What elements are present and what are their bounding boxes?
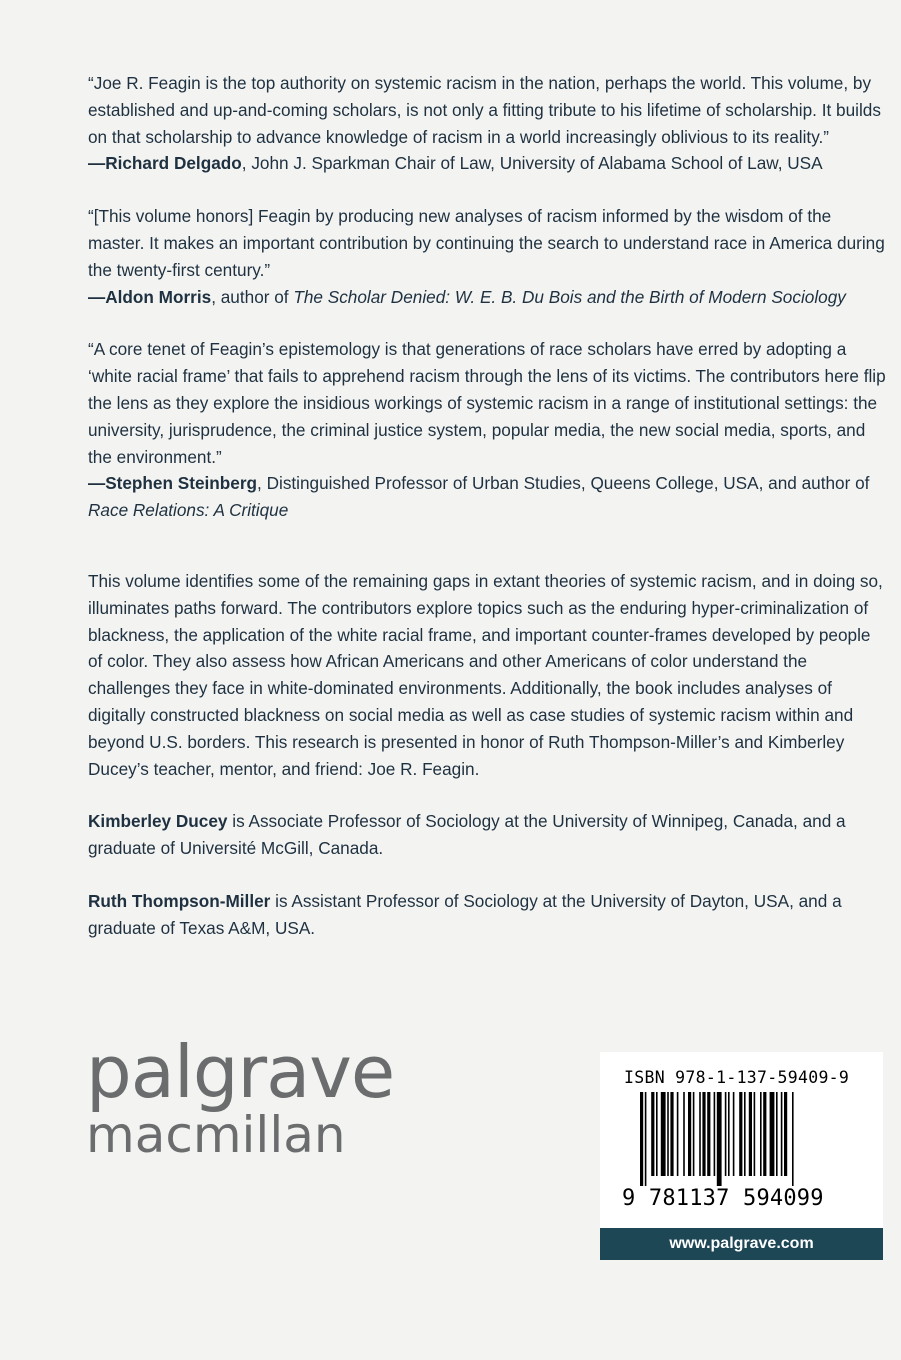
endorsement-quote: [88, 70, 888, 177]
quote-affiliation: , author of: [211, 286, 294, 307]
barcode-bar: [733, 1092, 735, 1176]
barcode-bar: [707, 1092, 710, 1176]
back-cover-text: [88, 70, 888, 968]
barcode-bar: [739, 1092, 742, 1176]
editor-bio-text: is Associate Professor of Sociology at the University of Winnipeg, Canada, and a graduate of Université McGill, Canada.: [88, 811, 846, 859]
quote-attribution: [88, 150, 888, 177]
barcode-bar: [656, 1092, 658, 1176]
barcode-bar: [717, 1092, 722, 1186]
quote-attribution: [88, 284, 888, 311]
barcode-bar: [776, 1092, 778, 1176]
barcode-bar: [640, 1092, 643, 1186]
publisher-logo-line1: palgrave: [86, 1030, 395, 1114]
barcode-bar: [688, 1092, 691, 1176]
barcode-bar: [667, 1092, 669, 1176]
quote-text: “A core tenet of Feagin’s epistemology is that generations of race scholars have erred by adopting a ‘white racial frame’ that fails to apprehend racism through the lens of its victims. The contributors here flip the lens as they explore the insidious workings of systemic racism in a range of institutional settings: the university, jurisprudence, the criminal justice system, popular media, the new social media, sports, and the environment.”: [88, 339, 886, 467]
quote-attribution: [88, 470, 888, 524]
barcode-bar: [725, 1092, 727, 1176]
editor-bio-text: is Assistant Professor of Sociology at the University of Dayton, USA, and a graduate of Texas A&M, USA.: [88, 890, 842, 938]
barcode-bar: [784, 1092, 787, 1176]
barcode-bars: [640, 1092, 850, 1186]
editor-name: Ruth Thompson-Miller: [88, 890, 271, 911]
barcode-bar: [651, 1092, 654, 1176]
barcode-bar: [645, 1092, 647, 1186]
editor-bio: [88, 888, 888, 942]
barcode-bar: [661, 1092, 666, 1176]
quote-work: Race Relations: A Critique: [88, 500, 289, 521]
publisher-logo: [86, 1030, 395, 1164]
barcode-bar: [677, 1092, 679, 1176]
barcode-bar: [770, 1092, 775, 1176]
barcode-bar: [754, 1092, 756, 1176]
barcode-digits: 9 781137 594099: [622, 1186, 824, 1211]
barcode-bar: [714, 1092, 716, 1176]
isbn-barcode: [600, 1052, 883, 1228]
barcode-bar: [760, 1092, 762, 1176]
barcode-bar: [683, 1092, 685, 1176]
isbn-label: ISBN 978-1-137-59409-9: [624, 1068, 850, 1087]
endorsement-quote: [88, 203, 888, 310]
barcode-bar: [702, 1092, 705, 1176]
quote-text: “Joe R. Feagin is the top authority on systemic racism in the nation, perhaps the world. This volume, by established and up-and-coming scholars, is not only a fitting tribute to his lifetime of scholarship. It builds on that scholarship to advance knowledge of racism in a world increasingly oblivious to its reality.”: [88, 73, 881, 147]
quote-affiliation: , John J. Sparkman Chair of Law, University of Alabama School of Law, USA: [241, 153, 823, 174]
publisher-url[interactable]: www.palgrave.com: [600, 1228, 883, 1260]
quote-author: —Stephen Steinberg: [88, 473, 258, 494]
quote-author: —Aldon Morris: [88, 286, 212, 307]
barcode-bar: [728, 1092, 730, 1176]
barcode-bar: [744, 1092, 746, 1176]
barcode-bar: [781, 1092, 783, 1176]
editor-name: Kimberley Ducey: [88, 811, 228, 832]
barcode-bar: [670, 1092, 673, 1176]
barcode-bar: [699, 1092, 701, 1176]
quote-work: The Scholar Denied: W. E. B. Du Bois and the Birth of Modern Sociology: [293, 286, 846, 307]
endorsement-quote: [88, 336, 888, 524]
barcode-bar: [749, 1092, 752, 1176]
barcode-bar: [792, 1092, 794, 1186]
book-description: [88, 568, 888, 782]
quote-text: “[This volume honors] Feagin by producing new analyses of racism informed by the wisdom of the master. It makes an important contribution by continuing the search to understand race in America during the twenty-first century.”: [88, 206, 885, 280]
barcode-bar: [763, 1092, 766, 1176]
book-description-text: This volume identifies some of the remaining gaps in extant theories of systemic racism, and in doing so, illuminates paths forward. The contributors explore topics such as the enduring hyper-criminalization of blackness, the application of the white racial frame, and important counter-frames developed by people of color. They also assess how African Americans and other Americans of color understand the challenges they face in white-dominated environments. Additionally, the book includes analyses of digitally constructed blackness on social media as well as case studies of systemic racism within and beyond U.S. borders. This research is presented in honor of Ruth Thompson-Miller’s and Kimberley Ducey’s teacher, mentor, and friend: Joe R. Feagin.: [88, 570, 883, 779]
quote-affiliation: , Distinguished Professor of Urban Studies, Queens College, USA, and author of: [257, 473, 870, 494]
editor-bio: [88, 808, 888, 862]
barcode-bar: [693, 1092, 695, 1176]
quote-author: —Richard Delgado: [88, 153, 242, 174]
publisher-logo-line2: macmillan: [86, 1106, 346, 1164]
